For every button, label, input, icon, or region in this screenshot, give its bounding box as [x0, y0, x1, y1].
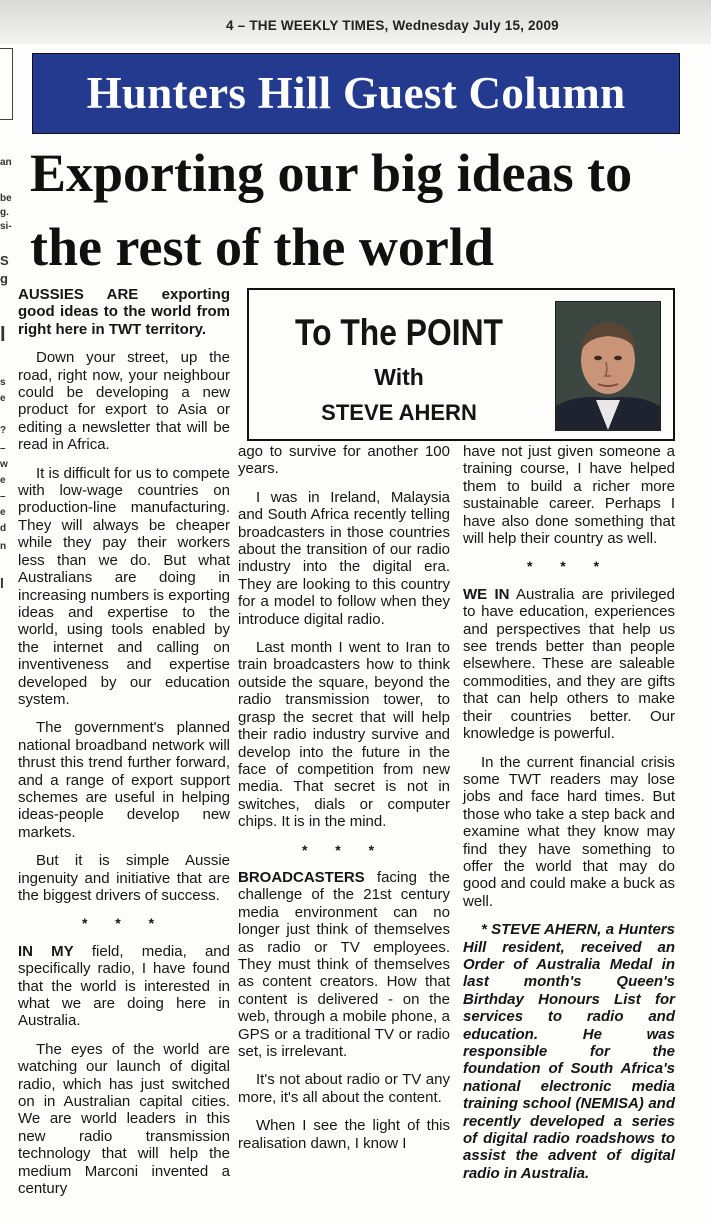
lead-in: AUSSIES ARE: [18, 286, 139, 303]
article-column-3: [463, 443, 675, 1193]
paragraph: It's not about radio or TV any more, it's all about the content.: [238, 1071, 450, 1106]
section-break: * * *: [526, 558, 612, 575]
fragment: be: [0, 193, 12, 204]
headline: Exporting our big ideas to the rest of the world: [30, 143, 633, 277]
fragment: –: [0, 443, 6, 454]
lead-in: IN MY: [18, 942, 74, 960]
paragraph: It is difficult for us to compete with low-wage countries on production-line manufacturing. They will always be cheaper while they pay their workers less than we do. But what Australians are doing in increasing numbers is exporting ideas and expertise to the world, using tools enabled by the internet and calling on inventiveness and expertise developed by our education system.: [18, 464, 230, 708]
section-break: * * *: [81, 915, 167, 932]
fragment: g: [0, 271, 8, 286]
lead-rest: exporting good ideas to the world from right here in TWT territory.: [18, 286, 230, 338]
portrait-icon: [556, 302, 660, 430]
paragraph: [18, 286, 230, 338]
fragment: an: [0, 157, 12, 168]
adjacent-rule-box: [0, 48, 13, 120]
fragment: d: [0, 523, 7, 534]
fragment: –: [0, 491, 6, 502]
paragraph: ago to survive for another 100 years.: [238, 443, 450, 478]
fragment: n: [0, 541, 7, 552]
section-break: * * *: [301, 841, 387, 858]
paragraph: In the current financial crisis some TWT readers may lose jobs and face hard times. But those who take a step back and examine what they know may find they have something to offer the world that may do good and could make a buck as well.: [463, 753, 675, 910]
paragraph: Last month I went to Iran to train broadcasters how to think outside the square, beyond the radio transmission tower, to grasp the secret that will help their radio industry survive and develop into the future in the face of competition from new media. That secret is not in switches, dials or computer chips. It is in the mind.: [238, 639, 450, 831]
running-head-text: 4 – THE WEEKLY TIMES, Wednesday July 15, 2009: [226, 18, 559, 33]
column-banner-title: Hunters Hill Guest Column: [86, 68, 626, 118]
paragraph: I was in Ireland, Malaysia and South Africa recently telling broadcasters in those countries about the transition of our radio industry into the digital era. They are looking to this country for a model to follow when they introduce digital radio.: [238, 488, 450, 628]
feature-title: To The POINT: [294, 312, 503, 353]
fragment: s: [0, 377, 6, 388]
fragment: g.: [0, 207, 9, 218]
lead-in: WE IN: [463, 585, 510, 603]
fragment: e: [0, 393, 6, 404]
fragment: e: [0, 475, 6, 486]
paragraph: But it is simple Aussie ingenuity and initiative that are the biggest drivers of success.: [18, 852, 230, 904]
lead-rest: facing the challenge of the 21st century media environment can no longer just think of themselves as radio or TV employees. They must think of themselves as content creators. How that content is delivered - on the web, through a mobile phone, a GPS or a traditional TV or radio set, is irrelevant.: [238, 868, 450, 1060]
lead-in: BROADCASTERS: [238, 868, 365, 886]
column-banner: [32, 53, 680, 134]
author-photo: [555, 301, 661, 431]
article-column-1: [18, 286, 230, 1209]
paragraph: Down your street, up the road, right now, your neighbour could be developing a new product for export to Asia or editing a newsletter that will be read in Africa.: [18, 349, 230, 454]
lead-rest: field, media, and specifically radio, I have found that the world is interested in what we are doing here in Australia.: [18, 942, 230, 1030]
paragraph: When I see the light of this realisation dawn, I know I: [238, 1117, 450, 1152]
author-bio: * STEVE AHERN, a Hunters Hill resident, received an Order of Australia Medal in last month's Queen's Birthday Honours List for services to radio and education. He was responsible for the foundation of South Africa's national electronic media training school (NEMISA) and recently developed a series of digital radio roadshows to assist the advent of digital radio in Australia.: [463, 921, 675, 1182]
fragment: si-: [0, 221, 12, 232]
paragraph: [18, 943, 230, 1030]
feature-box: [247, 288, 675, 441]
adjacent-column-fragment: [0, 48, 14, 1224]
running-head: [0, 0, 711, 44]
fragment: S: [0, 253, 9, 268]
fragment: ?: [0, 425, 7, 436]
paragraph: The government's planned national broadband network will thrust this trend further forward, and a range of export support schemes are useful in helping ideas-people develop new markets.: [18, 719, 230, 841]
paragraph: [238, 869, 450, 1060]
fragment: l: [0, 324, 6, 346]
fragment: l: [0, 575, 4, 591]
fragment: e: [0, 507, 6, 518]
feature-author: STEVE AHERN: [321, 400, 477, 425]
paragraph: The eyes of the world are watching our launch of digital radio, which has just switched on in Australian capital cities. We are world leaders in this new radio transmission technology that will help the medium Marconi invented a century: [18, 1040, 230, 1198]
fragment: w: [0, 459, 8, 470]
feature-with: With: [374, 364, 424, 390]
lead-rest: Australia are privileged to have education, experiences and perspectives that help us see trends better than people elsewhere. These are saleable commodities, and they are gifts that can help others to make their countries better. Our knowledge is powerful.: [463, 585, 675, 743]
paragraph: [463, 586, 675, 743]
paragraph: have not just given someone a training course, I have helped them to build a richer more sustainable career. Perhaps I have also done something that will help their country as well.: [463, 443, 675, 548]
article-column-2: [238, 443, 450, 1163]
